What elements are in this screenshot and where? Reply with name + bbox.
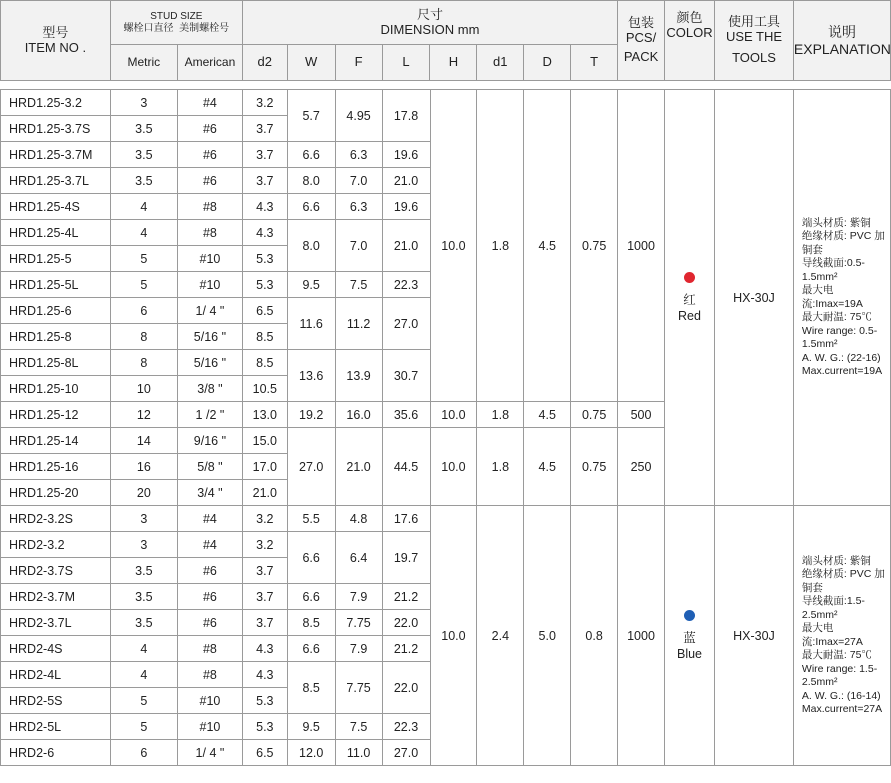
d1-cell: 1.8: [477, 402, 524, 428]
tool-cell: HX-30J: [715, 506, 794, 766]
w-cell: 5.5: [287, 506, 335, 532]
expl-line: A. W. G.: (16-14): [801, 689, 881, 702]
f-cell: 6.4: [335, 532, 382, 584]
l-cell: 27.0: [382, 740, 430, 766]
american-cell: #6: [177, 168, 242, 194]
w-cell: 27.0: [287, 428, 335, 506]
metric-cell: 10: [110, 376, 177, 402]
d2-cell: 13.0: [242, 402, 287, 428]
d-cell: 4.5: [524, 402, 571, 428]
metric-cell: 20: [110, 480, 177, 506]
item-no: HRD1.25-6: [1, 298, 111, 324]
w-cell: 6.6: [287, 532, 335, 584]
header-tools: [715, 1, 794, 81]
american-cell: #10: [177, 246, 242, 272]
item-no: HRD1.25-3.2: [1, 90, 111, 116]
american-cell: #10: [177, 688, 242, 714]
header-tools-en1: USE THE: [725, 29, 783, 45]
f-cell: 7.5: [335, 714, 382, 740]
american-cell: 3/4 ": [177, 480, 242, 506]
metric-cell: 6: [110, 740, 177, 766]
d2-cell: 17.0: [242, 454, 287, 480]
header-stud-cn-american: 美制螺栓号: [179, 22, 230, 34]
f-cell: 7.9: [335, 636, 382, 662]
d2-cell: 4.3: [242, 194, 287, 220]
d2-cell: 3.2: [242, 532, 287, 558]
blue-dot-icon: [684, 610, 695, 621]
metric-cell: 3.5: [110, 610, 177, 636]
metric-cell: 3.5: [110, 584, 177, 610]
d2-cell: 4.3: [242, 220, 287, 246]
item-no: HRD1.25-4S: [1, 194, 111, 220]
item-no: HRD1.25-5: [1, 246, 111, 272]
l-cell: 19.6: [382, 194, 430, 220]
metric-cell: 5: [110, 246, 177, 272]
american-cell: 1 /2 ": [177, 402, 242, 428]
l-cell: 17.6: [382, 506, 430, 532]
l-cell: 17.8: [382, 90, 430, 142]
expl-line: 最大电流:Imax=19A: [801, 284, 863, 310]
d2-cell: 3.7: [242, 168, 287, 194]
t-cell: 0.75: [571, 402, 618, 428]
d2-cell: 8.5: [242, 350, 287, 376]
header-expl-en: EXPLANATION: [793, 40, 891, 57]
h-cell: 10.0: [430, 506, 477, 766]
f-cell: 6.3: [335, 142, 382, 168]
item-no: HRD1.25-5L: [1, 272, 111, 298]
w-cell: 11.6: [287, 298, 335, 350]
f-cell: 6.3: [335, 194, 382, 220]
f-cell: 7.0: [335, 220, 382, 272]
d2-cell: 5.3: [242, 714, 287, 740]
item-no: HRD1.25-8: [1, 324, 111, 350]
american-cell: 9/16 ": [177, 428, 242, 454]
l-cell: 19.7: [382, 532, 430, 584]
american-cell: #8: [177, 636, 242, 662]
red-dot-icon: [684, 272, 695, 283]
header-item: [1, 1, 111, 81]
color-cell-red: [664, 90, 714, 506]
header-pack-en1: PCS/: [625, 30, 657, 46]
metric-cell: 8: [110, 324, 177, 350]
color-en: Red: [678, 308, 701, 323]
explanation-cell: [793, 506, 890, 766]
f-cell: 7.75: [335, 610, 382, 636]
american-cell: #6: [177, 142, 242, 168]
d2-cell: 6.5: [242, 298, 287, 324]
header-pack: [618, 1, 665, 81]
expl-line: A. W. G.: (22-16): [801, 351, 881, 364]
item-no: HRD2-3.2: [1, 532, 111, 558]
expl-line: 最大电流:Imax=27A: [801, 622, 863, 648]
header-dim-cn: 尺寸: [416, 6, 443, 22]
header-dim-en: DIMENSION mm: [380, 21, 480, 37]
h-cell: 10.0: [430, 90, 477, 402]
f-cell: 4.8: [335, 506, 382, 532]
item-no: HRD2-3.7M: [1, 584, 111, 610]
item-no: HRD2-5L: [1, 714, 111, 740]
metric-cell: 3.5: [110, 142, 177, 168]
american-cell: #6: [177, 610, 242, 636]
f-cell: 7.5: [335, 272, 382, 298]
d2-cell: 5.3: [242, 272, 287, 298]
header-color: [664, 1, 714, 81]
american-cell: #10: [177, 714, 242, 740]
american-cell: 1/ 4 ": [177, 298, 242, 324]
header-stud-size: [110, 1, 242, 45]
w-cell: 8.0: [287, 168, 335, 194]
t-cell: 0.75: [571, 90, 618, 402]
item-no: HRD1.25-8L: [1, 350, 111, 376]
h-cell: 10.0: [430, 402, 477, 428]
metric-cell: 3.5: [110, 168, 177, 194]
t-cell: 0.8: [571, 506, 618, 766]
header-col-l: L: [382, 45, 430, 81]
header-tools-cn: 使用工具: [727, 14, 780, 30]
d2-cell: 3.7: [242, 558, 287, 584]
w-cell: 6.6: [287, 584, 335, 610]
metric-cell: 5: [110, 272, 177, 298]
pack-cell: 1000: [618, 506, 665, 766]
l-cell: 19.6: [382, 142, 430, 168]
d2-cell: 8.5: [242, 324, 287, 350]
metric-cell: 12: [110, 402, 177, 428]
metric-cell: 4: [110, 662, 177, 688]
table-row: [1, 506, 891, 532]
header-col-f: F: [335, 45, 382, 81]
d-cell: 4.5: [524, 428, 571, 506]
expl-line: 导线截面:0.5-1.5mm²: [801, 257, 865, 283]
d2-cell: 15.0: [242, 428, 287, 454]
american-cell: 5/8 ": [177, 454, 242, 480]
f-cell: 4.95: [335, 90, 382, 142]
expl-line: 绝缘材质: PVC 加铜套: [801, 568, 885, 594]
item-no: HRD1.25-4L: [1, 220, 111, 246]
d2-cell: 10.5: [242, 376, 287, 402]
header-metric: Metric: [110, 45, 177, 81]
expl-line: Wire range: 1.5-2.5mm²: [801, 662, 878, 688]
w-cell: 13.6: [287, 350, 335, 402]
l-cell: 21.0: [382, 220, 430, 272]
item-no: HRD1.25-3.7M: [1, 142, 111, 168]
w-cell: 8.0: [287, 220, 335, 272]
metric-cell: 8: [110, 350, 177, 376]
l-cell: 22.3: [382, 714, 430, 740]
item-no: HRD1.25-12: [1, 402, 111, 428]
header-col-t: T: [571, 45, 618, 81]
item-no: HRD2-3.7S: [1, 558, 111, 584]
header-color-cn: 颜色: [676, 10, 703, 25]
item-no: HRD1.25-3.7L: [1, 168, 111, 194]
tool-cell: HX-30J: [715, 90, 794, 506]
d2-cell: 3.7: [242, 610, 287, 636]
d2-cell: 4.3: [242, 636, 287, 662]
expl-line: 最大耐温: 75℃: [801, 311, 872, 323]
l-cell: 27.0: [382, 298, 430, 350]
expl-line: Wire range: 0.5-1.5mm²: [801, 324, 878, 350]
metric-cell: 4: [110, 220, 177, 246]
expl-line: Max.current=27A: [801, 703, 883, 715]
d2-cell: 3.7: [242, 142, 287, 168]
d2-cell: 5.3: [242, 688, 287, 714]
header-stud-title: STUD SIZE: [150, 11, 203, 22]
d1-cell: 1.8: [477, 428, 524, 506]
header-dimension: [242, 1, 617, 45]
header-stud-cn-metric: 螺栓口直径: [123, 22, 174, 34]
expl-line: 最大耐温: 75℃: [801, 649, 872, 661]
expl-line: 绝缘材质: PVC 加铜套: [801, 230, 885, 256]
american-cell: #4: [177, 90, 242, 116]
color-cn: 红: [683, 292, 696, 307]
color-cell-blue: [664, 506, 714, 766]
l-cell: 21.0: [382, 168, 430, 194]
header-col-w: W: [287, 45, 335, 81]
w-cell: 9.5: [287, 272, 335, 298]
d1-cell: 2.4: [477, 506, 524, 766]
l-cell: 44.5: [382, 428, 430, 506]
l-cell: 22.3: [382, 272, 430, 298]
t-cell: 0.75: [571, 428, 618, 506]
american-cell: 1/ 4 ": [177, 740, 242, 766]
american-cell: #4: [177, 532, 242, 558]
item-no: HRD2-4L: [1, 662, 111, 688]
item-no: HRD2-3.7L: [1, 610, 111, 636]
f-cell: 16.0: [335, 402, 382, 428]
metric-cell: 14: [110, 428, 177, 454]
expl-line: 端头材质: 紫铜: [801, 554, 871, 567]
item-no: HRD1.25-14: [1, 428, 111, 454]
f-cell: 11.0: [335, 740, 382, 766]
header-pack-en2: PACK: [623, 48, 659, 64]
d2-cell: 3.7: [242, 584, 287, 610]
item-no: HRD1.25-16: [1, 454, 111, 480]
pack-cell: 500: [618, 402, 665, 428]
pack-cell: 250: [618, 428, 665, 506]
header-color-en: COLOR: [666, 24, 713, 40]
d2-cell: 3.7: [242, 116, 287, 142]
item-no: HRD2-6: [1, 740, 111, 766]
metric-cell: 5: [110, 688, 177, 714]
d-cell: 5.0: [524, 506, 571, 766]
w-cell: 5.7: [287, 90, 335, 142]
header-pack-cn: 包装: [628, 15, 655, 31]
l-cell: 22.0: [382, 662, 430, 714]
d2-cell: 5.3: [242, 246, 287, 272]
header-col-d2: d2: [242, 45, 287, 81]
metric-cell: 3.5: [110, 116, 177, 142]
color-cn: 蓝: [683, 630, 696, 645]
metric-cell: 4: [110, 194, 177, 220]
american-cell: #6: [177, 584, 242, 610]
color-en: Blue: [676, 646, 703, 661]
w-cell: 8.5: [287, 610, 335, 636]
l-cell: 35.6: [382, 402, 430, 428]
d1-cell: 1.8: [477, 90, 524, 402]
american-cell: #10: [177, 272, 242, 298]
metric-cell: 3: [110, 506, 177, 532]
expl-line: 端头材质: 紫铜: [801, 216, 871, 229]
american-cell: #8: [177, 194, 242, 220]
w-cell: 9.5: [287, 714, 335, 740]
w-cell: 12.0: [287, 740, 335, 766]
d-cell: 4.5: [524, 90, 571, 402]
f-cell: 7.9: [335, 584, 382, 610]
f-cell: 13.9: [335, 350, 382, 402]
l-cell: 22.0: [382, 610, 430, 636]
expl-line: Max.current=19A: [801, 365, 883, 377]
f-cell: 11.2: [335, 298, 382, 350]
l-cell: 30.7: [382, 350, 430, 402]
item-no: HRD1.25-20: [1, 480, 111, 506]
d2-cell: 4.3: [242, 662, 287, 688]
american-cell: 5/16 ": [177, 350, 242, 376]
metric-cell: 6: [110, 298, 177, 324]
metric-cell: 3: [110, 90, 177, 116]
american-cell: #8: [177, 662, 242, 688]
american-cell: #8: [177, 220, 242, 246]
header-col-h: H: [430, 45, 477, 81]
item-no: HRD2-5S: [1, 688, 111, 714]
pack-cell: 1000: [618, 90, 665, 402]
american-cell: #4: [177, 506, 242, 532]
l-cell: 21.2: [382, 584, 430, 610]
f-cell: 21.0: [335, 428, 382, 506]
metric-cell: 16: [110, 454, 177, 480]
metric-cell: 3: [110, 532, 177, 558]
item-no: HRD2-4S: [1, 636, 111, 662]
d2-cell: 6.5: [242, 740, 287, 766]
w-cell: 6.6: [287, 142, 335, 168]
header-item-en: ITEM NO .: [24, 39, 87, 55]
item-no: HRD1.25-10: [1, 376, 111, 402]
l-cell: 21.2: [382, 636, 430, 662]
table-row: [1, 90, 891, 116]
expl-line: 导线截面:1.5-2.5mm²: [801, 595, 865, 621]
metric-cell: 5: [110, 714, 177, 740]
header-expl-cn: 说明: [827, 24, 856, 41]
american-cell: 3/8 ": [177, 376, 242, 402]
spec-table: [0, 89, 891, 766]
w-cell: 8.5: [287, 662, 335, 714]
header-explanation: [793, 1, 890, 81]
american-cell: #6: [177, 558, 242, 584]
item-no: HRD1.25-3.7S: [1, 116, 111, 142]
h-cell: 10.0: [430, 428, 477, 506]
w-cell: 19.2: [287, 402, 335, 428]
item-no: HRD2-3.2S: [1, 506, 111, 532]
american-cell: 5/16 ": [177, 324, 242, 350]
header-american: American: [177, 45, 242, 81]
explanation-cell: [793, 90, 890, 506]
w-cell: 6.6: [287, 636, 335, 662]
d2-cell: 21.0: [242, 480, 287, 506]
american-cell: #6: [177, 116, 242, 142]
header-col-d: D: [524, 45, 571, 81]
metric-cell: 4: [110, 636, 177, 662]
d2-cell: 3.2: [242, 506, 287, 532]
table-header: [0, 0, 891, 81]
header-item-cn: 型号: [42, 24, 69, 40]
f-cell: 7.0: [335, 168, 382, 194]
header-col-d1: d1: [477, 45, 524, 81]
metric-cell: 3.5: [110, 558, 177, 584]
header-tools-en2: TOOLS: [732, 49, 776, 65]
w-cell: 6.6: [287, 194, 335, 220]
f-cell: 7.75: [335, 662, 382, 714]
d2-cell: 3.2: [242, 90, 287, 116]
